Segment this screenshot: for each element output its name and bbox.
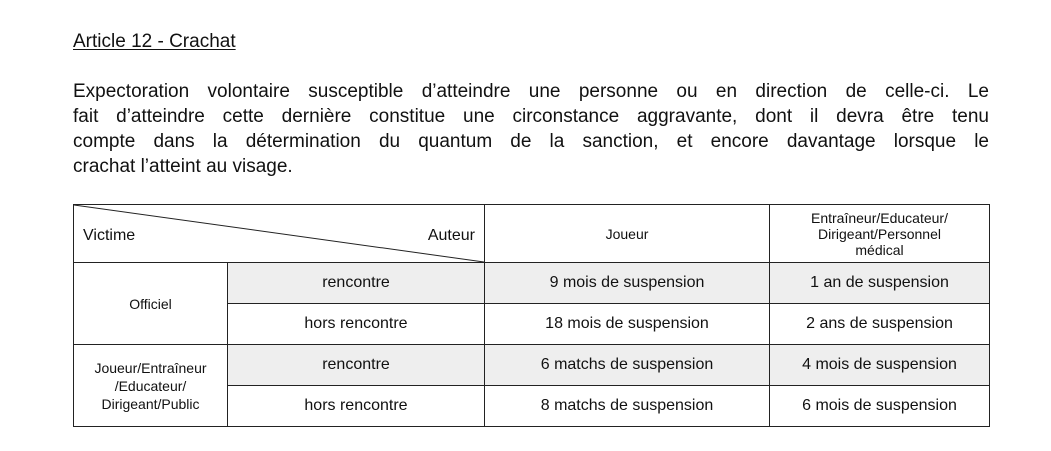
staff-sanction-cell: 4 mois de suspension [770, 345, 990, 386]
article-heading: Article 12 - Crachat [73, 31, 236, 52]
article-paragraph [73, 79, 989, 179]
context-cell: hors rencontre [228, 304, 485, 345]
victim-category-joueur-public [74, 345, 228, 427]
table-row [74, 263, 990, 304]
table-row [74, 345, 990, 386]
staff-column-header [770, 205, 990, 263]
context-cell: hors rencontre [228, 386, 485, 427]
victim-label-line: Officiel [129, 295, 172, 312]
staff-header-line: médical [855, 241, 904, 258]
table-header-row [74, 205, 990, 263]
staff-header-line: Dirigeant/Personnel [818, 225, 941, 242]
paragraph-line: crachat l’atteint au visage. [73, 156, 293, 177]
joueur-sanction-cell: 18 mois de suspension [485, 304, 770, 345]
victim-author-header-cell [74, 205, 485, 263]
victim-category-officiel [74, 263, 228, 345]
staff-sanction-cell: 6 mois de suspension [770, 386, 990, 427]
paragraph-line: fait d’atteindre cette dernière constitue une circonstance aggravante, dont il devra être tenu [73, 106, 989, 127]
victime-label: Victime [83, 227, 136, 244]
paragraph-line: compte dans la détermination du quantum de la sanction, et encore davantage lorsque le [73, 131, 989, 152]
paragraph-line: Expectoration volontaire susceptible d’atteindre une personne ou en direction de celle-ci. Le [73, 81, 989, 102]
staff-sanction-cell: 2 ans de suspension [770, 304, 990, 345]
victim-label-line: Dirigeant/Public [101, 395, 200, 412]
auteur-label: Auteur [427, 227, 475, 244]
staff-header-line: Entraîneur/Educateur/ [811, 209, 948, 226]
sanctions-table [73, 204, 990, 427]
joueur-sanction-cell: 8 matchs de suspension [485, 386, 770, 427]
joueur-sanction-cell: 9 mois de suspension [485, 263, 770, 304]
victim-label-line: /Educateur/ [114, 377, 187, 394]
context-cell: rencontre [228, 263, 485, 304]
context-cell: rencontre [228, 345, 485, 386]
victim-label-line: Joueur/Entraîneur [94, 359, 207, 376]
joueur-sanction-cell: 6 matchs de suspension [485, 345, 770, 386]
staff-sanction-cell: 1 an de suspension [770, 263, 990, 304]
diagonal-divider [74, 205, 484, 262]
joueur-column-header: Joueur [485, 205, 770, 263]
